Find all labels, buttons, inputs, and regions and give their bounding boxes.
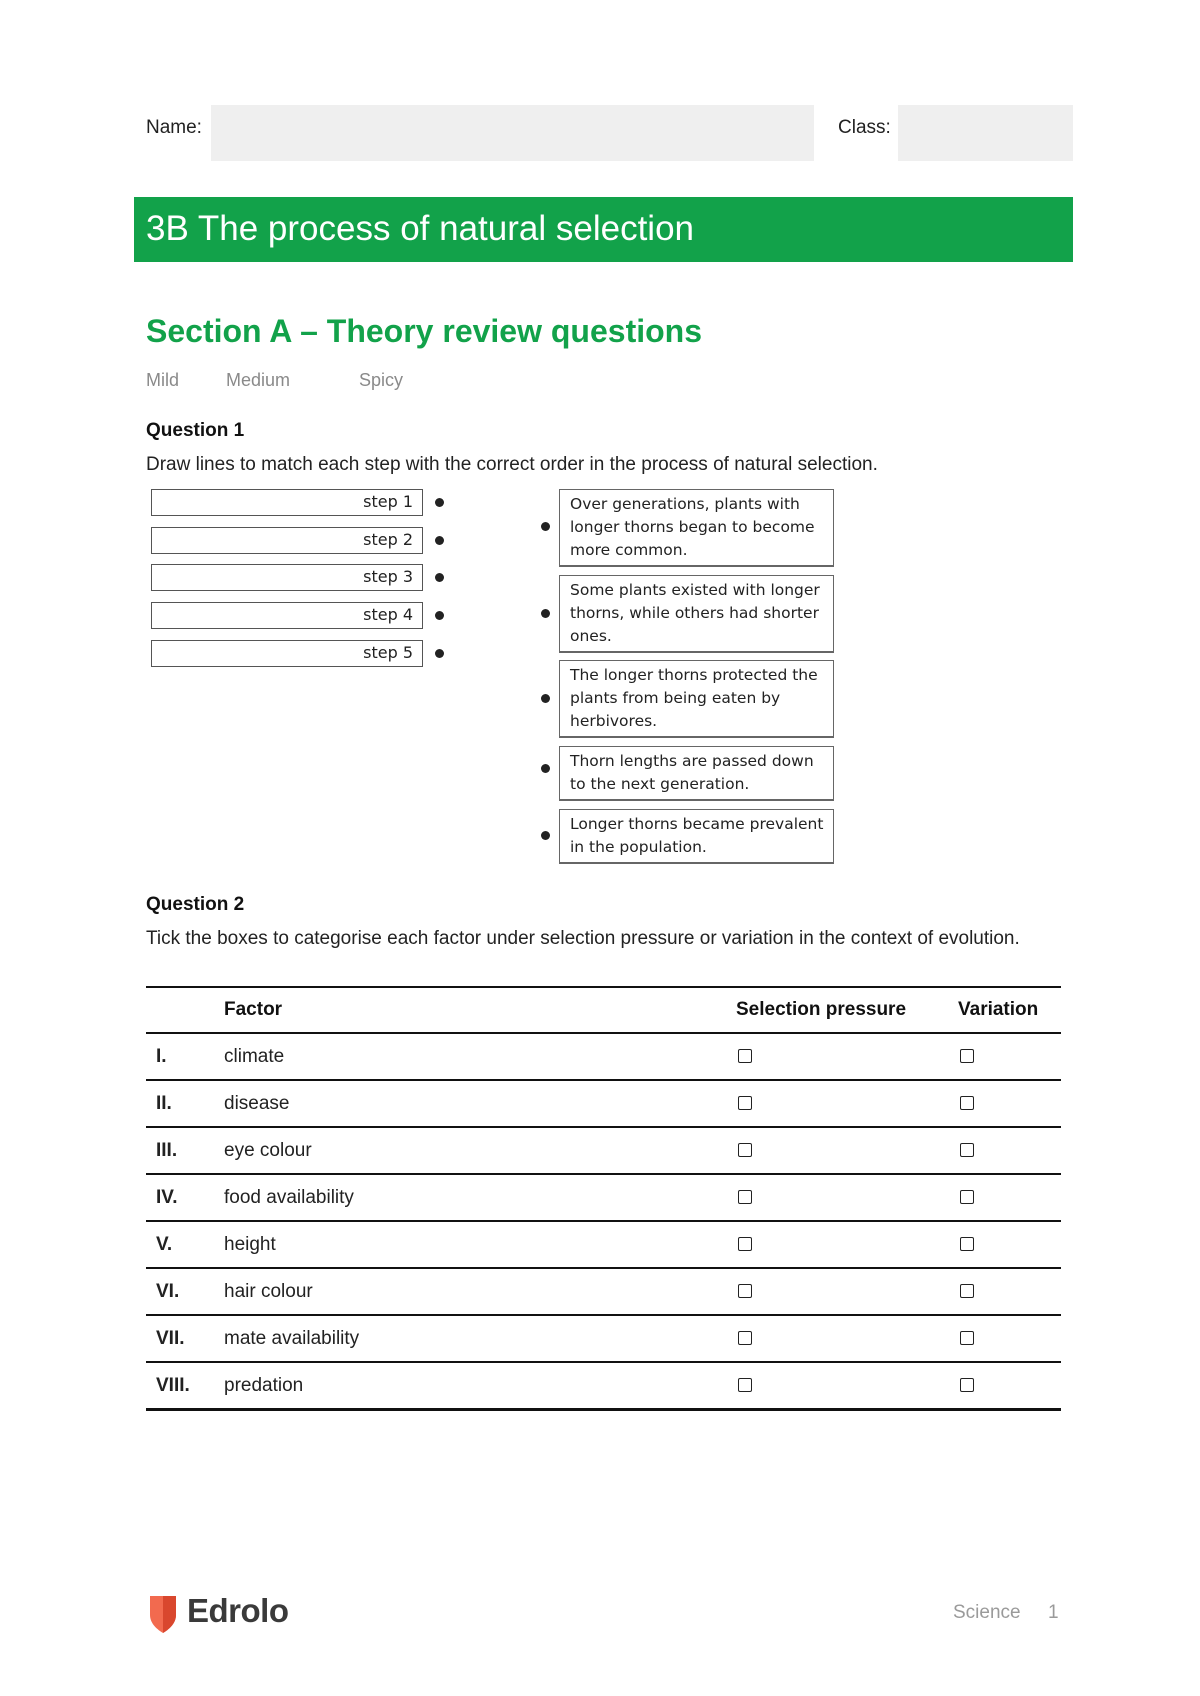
- step-box: step 1: [151, 489, 423, 516]
- variation-checkbox[interactable]: [960, 1143, 974, 1157]
- edrolo-shield-icon: [148, 1593, 178, 1634]
- variation-checkbox[interactable]: [960, 1331, 974, 1345]
- row-number: V.: [146, 1221, 224, 1268]
- factor-cell: food availability: [224, 1174, 736, 1221]
- factor-cell: predation: [224, 1362, 736, 1410]
- row-number: II.: [146, 1080, 224, 1127]
- table-row: [146, 1221, 1061, 1268]
- statement-box: Longer thorns became prevalent in the population.: [559, 809, 834, 864]
- selection-pressure-checkbox[interactable]: [738, 1143, 752, 1157]
- statement-connector-dot[interactable]: [541, 609, 550, 618]
- column-header-number: [146, 987, 224, 1033]
- column-header-variation: Variation: [958, 987, 1061, 1033]
- step-connector-dot[interactable]: [435, 611, 444, 620]
- step-connector-dot[interactable]: [435, 649, 444, 658]
- footer-subject: Science: [953, 1602, 1021, 1623]
- variation-checkbox[interactable]: [960, 1190, 974, 1204]
- table-row: [146, 1033, 1061, 1080]
- variation-checkbox[interactable]: [960, 1096, 974, 1110]
- factor-cell: hair colour: [224, 1268, 736, 1315]
- step-connector-dot[interactable]: [435, 498, 444, 507]
- statement-connector-dot[interactable]: [541, 694, 550, 703]
- variation-checkbox[interactable]: [960, 1378, 974, 1392]
- factor-cell: eye colour: [224, 1127, 736, 1174]
- statement-box: Some plants existed with longer thorns, while others had shorter ones.: [559, 575, 834, 653]
- question-1-prompt: Draw lines to match each step with the correct order in the process of natural selection.: [146, 454, 878, 475]
- statement-connector-dot[interactable]: [541, 764, 550, 773]
- row-number: III.: [146, 1127, 224, 1174]
- step-box: step 3: [151, 564, 423, 591]
- table-row: [146, 1174, 1061, 1221]
- table-row: [146, 1080, 1061, 1127]
- statement-box: Over generations, plants with longer thorns began to become more common.: [559, 489, 834, 567]
- column-header-factor: Factor: [224, 987, 736, 1033]
- table-row: [146, 1362, 1061, 1410]
- difficulty-spicy: Spicy: [359, 370, 404, 390]
- factor-cell: height: [224, 1221, 736, 1268]
- section-title: Section A – Theory review questions: [146, 313, 702, 349]
- row-number: IV.: [146, 1174, 224, 1221]
- variation-checkbox[interactable]: [960, 1284, 974, 1298]
- table-row: [146, 1268, 1061, 1315]
- name-label: Name:: [146, 117, 202, 138]
- table-row: [146, 1315, 1061, 1362]
- selection-pressure-checkbox[interactable]: [738, 1378, 752, 1392]
- variation-checkbox[interactable]: [960, 1237, 974, 1251]
- statement-connector-dot[interactable]: [541, 831, 550, 840]
- class-field[interactable]: [898, 105, 1073, 161]
- selection-pressure-checkbox[interactable]: [738, 1096, 752, 1110]
- selection-pressure-checkbox[interactable]: [738, 1237, 752, 1251]
- statement-connector-dot[interactable]: [541, 522, 550, 531]
- class-label: Class:: [838, 117, 891, 138]
- selection-pressure-checkbox[interactable]: [738, 1284, 752, 1298]
- statement-box: The longer thorns protected the plants from being eaten by herbivores.: [559, 660, 834, 738]
- factor-cell: climate: [224, 1033, 736, 1080]
- page-number: 1: [1048, 1602, 1059, 1623]
- question-2-heading: Question 2: [146, 894, 245, 915]
- table-header-row: [146, 987, 1061, 1033]
- name-field[interactable]: [211, 105, 814, 161]
- table-row: [146, 1127, 1061, 1174]
- row-number: VII.: [146, 1315, 224, 1362]
- step-connector-dot[interactable]: [435, 536, 444, 545]
- factor-cell: disease: [224, 1080, 736, 1127]
- question-1-heading: Question 1: [146, 420, 245, 441]
- variation-checkbox[interactable]: [960, 1049, 974, 1063]
- step-connector-dot[interactable]: [435, 573, 444, 582]
- page-title: 3B The process of natural selection: [146, 209, 695, 248]
- selection-pressure-checkbox[interactable]: [738, 1190, 752, 1204]
- edrolo-logo-text: Edrolo: [187, 1592, 289, 1629]
- question-2-prompt: Tick the boxes to categorise each factor under selection pressure or variation in the context of evolution.: [146, 928, 1020, 949]
- selection-pressure-checkbox[interactable]: [738, 1049, 752, 1063]
- difficulty-medium: Medium: [226, 370, 291, 390]
- difficulty-mild: Mild: [146, 370, 180, 390]
- column-header-selection-pressure: Selection pressure: [736, 987, 958, 1033]
- factor-cell: mate availability: [224, 1315, 736, 1362]
- row-number: I.: [146, 1033, 224, 1080]
- row-number: VI.: [146, 1268, 224, 1315]
- row-number: VIII.: [146, 1362, 224, 1410]
- step-box: step 5: [151, 640, 423, 667]
- step-box: step 4: [151, 602, 423, 629]
- step-box: step 2: [151, 527, 423, 554]
- factor-table: [146, 986, 1061, 1411]
- selection-pressure-checkbox[interactable]: [738, 1331, 752, 1345]
- statement-box: Thorn lengths are passed down to the next generation.: [559, 746, 834, 801]
